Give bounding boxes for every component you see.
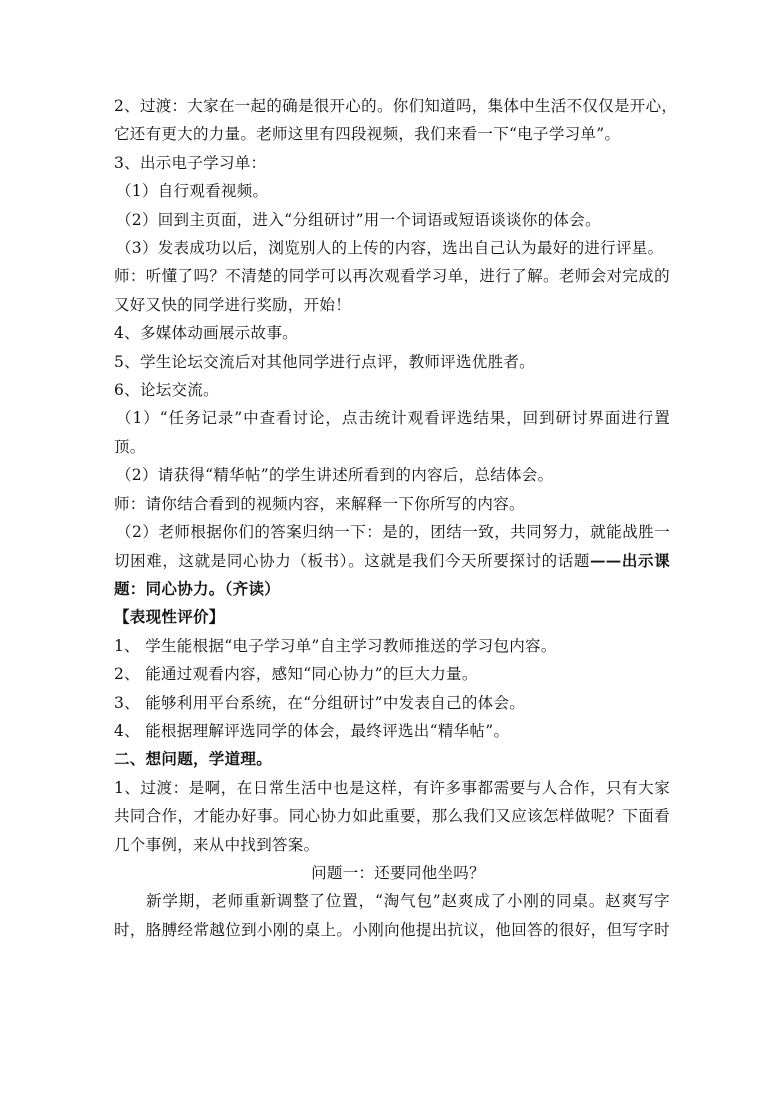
step-heading: 5、学生论坛交流后对其他同学进行点评，教师评选优胜者。: [114, 352, 535, 371]
document-body: [114, 92, 678, 944]
list-item: （1）自行观看视频。: [116, 182, 269, 201]
paragraph-line: 师：请你结合看到的视频内容，来解释一下你所写的内容。: [114, 494, 525, 513]
paragraph-line: 师：听懂了吗？不清楚的同学可以再次观看学习单，进行了解。老师会对完成的: [114, 267, 670, 286]
paragraph-line: 又好又快的同学进行奖励，开始！: [114, 295, 352, 314]
question-title: 问题一：还要同他坐吗？: [311, 863, 485, 882]
story-line: 新学期，老师重新调整了位置，“淘气包”赵爽成了小刚的同桌。赵爽写字: [146, 892, 670, 911]
evaluation-item: 3、 能够利用平台系统，在“分组研讨”中发表自己的体会。: [114, 693, 526, 712]
paragraph-line: 1、过渡：是啊，在日常生活中也是这样，有许多事都需要与人合作，只有大家: [114, 778, 670, 797]
list-item: （1）“任务记录”中查看讨论，点击统计观看评选结果，回到研讨界面进行置: [116, 409, 670, 428]
list-item: （2）回到主页面，进入“分组研讨”用一个词语或短语谈谈你的体会。: [116, 210, 601, 229]
paragraph-line: 它还有更大的力量。老师这里有四段视频，我们来看一下“电子学习单”。: [114, 125, 621, 144]
evaluation-item: 2、 能通过观看内容，感知“同心协力”的巨大力量。: [114, 665, 478, 684]
list-item: （2）请获得“精华帖”的学生讲述所看到的内容后，总结体会。: [116, 466, 554, 485]
paragraph-line: 几个事例，来从中找到答案。: [114, 835, 320, 854]
step-heading: 6、论坛交流。: [114, 381, 219, 400]
lesson-title: 题：同心协力。（齐读）: [114, 578, 281, 598]
list-item: （3）发表成功以后，浏览别人的上传的内容，选出自己认为最好的进行评星。: [116, 239, 664, 258]
step-heading: 3、出示电子学习单：: [114, 153, 267, 172]
step-heading: 4、多媒体动画展示故事。: [114, 324, 298, 343]
lesson-title-lead: ——出示课: [590, 550, 670, 570]
evaluation-item: 4、 能根据理解评选同学的体会，最终评选出“精华帖”。: [114, 721, 510, 740]
evaluation-heading: 【表现性评价】: [114, 607, 225, 627]
paragraph-line: 共同合作，才能办好事。同心协力如此重要，那么我们又应该怎样做呢？下面看: [114, 807, 670, 826]
summary-text: 切困难，这就是同心协力（板书）。这就是我们今天所要探讨的话题: [114, 551, 590, 570]
summary-line: [114, 547, 670, 575]
summary-line: （2）老师根据你们的答案归纳一下：是的，团结一致，共同努力，就能战胜一: [116, 523, 670, 542]
paragraph-line: 顶。: [114, 437, 146, 456]
story-line: 时，胳膊经常越位到小刚的桌上。小刚向他提出抗议，他回答的很好，但写字时: [114, 920, 670, 939]
paragraph-line: 2、过渡：大家在一起的确是很开心的。你们知道吗，集体中生活不仅仅是开心，: [114, 97, 678, 115]
evaluation-item: 1、 学生能根据“电子学习单”自主学习教师推送的学习包内容。: [114, 636, 557, 655]
section-heading: 二、想问题，学道理。: [114, 749, 273, 769]
